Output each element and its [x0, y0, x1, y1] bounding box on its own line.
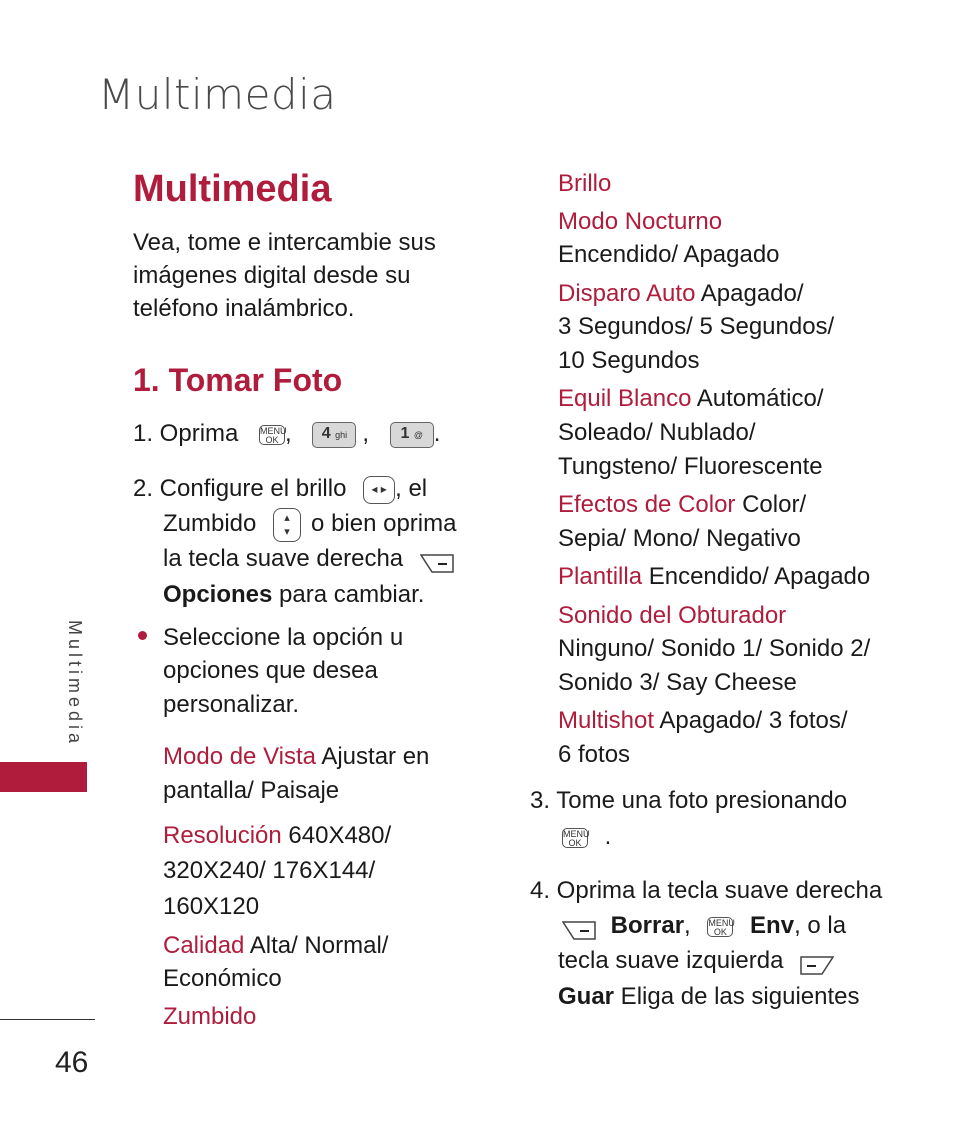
- option-value: 3 Segundos/ 5 Segundos/: [558, 313, 835, 340]
- option-zumbido: Zumbido: [163, 1003, 257, 1030]
- step-2-line-1: 2. Configure el brillo ◂ ▸ , el: [133, 475, 428, 502]
- option-value: 320X240/ 176X144/: [163, 857, 376, 884]
- section-title: Multimedia: [133, 168, 332, 210]
- step-2-line-3: la tecla suave derecha: [163, 542, 454, 575]
- bullet-line: personalizar.: [163, 691, 300, 718]
- left-soft-key-icon: [800, 951, 834, 973]
- right-soft-key-icon: [562, 916, 596, 938]
- intro-line: imágenes digital desde su: [133, 262, 411, 289]
- bullet-line: opciones que desea: [163, 657, 378, 684]
- option-value: 6 fotos: [558, 741, 631, 768]
- step-4-line-1: 4. Oprima la tecla suave derecha: [530, 877, 883, 904]
- option-value: Encendido/ Apagado: [558, 241, 780, 268]
- page-header-title: Multimedia: [98, 70, 337, 119]
- option-brillo: Brillo: [558, 170, 612, 197]
- option-resolucion: Resolución 640X480/: [163, 822, 392, 849]
- option-efectos-de-color: Efectos de Color Color/: [558, 491, 807, 518]
- intro-paragraph: [133, 226, 453, 325]
- step-1: 1. Oprima MENU OK , 4 ghi , 1 @ .: [133, 420, 441, 447]
- right-soft-key-icon: [420, 549, 454, 571]
- step-2-line-4: Opciones para cambiar.: [163, 581, 425, 608]
- menu-ok-key-icon: MENU OK: [260, 425, 287, 445]
- intro-line: Vea, tome e intercambie sus: [133, 229, 436, 256]
- sidebar-section-label: Multimedia: [65, 620, 85, 748]
- step-4-line-3: tecla suave izquierda: [558, 944, 834, 977]
- option-value: Ninguno/ Sonido 1/ Sonido 2/: [558, 635, 871, 662]
- option-value: Sonido 3/ Say Cheese: [558, 669, 797, 696]
- bullet-dot: [138, 631, 147, 640]
- bullet-line: Seleccione la opción u: [163, 624, 404, 651]
- menu-ok-key-icon: MENU OK: [563, 828, 590, 848]
- step-3-line-2: MENU OK .: [563, 823, 612, 850]
- intro-line: teléfono inalámbrico.: [133, 295, 355, 322]
- option-equil-blanco: Equil Blanco Automático/: [558, 385, 824, 412]
- option-multishot: Multishot Apagado/ 3 fotos/: [558, 707, 848, 734]
- option-value: Soleado/ Nublado/: [558, 419, 756, 446]
- option-modo-de-vista: Modo de Vista Ajustar en: [163, 743, 430, 770]
- option-value: pantalla/ Paisaje: [163, 777, 340, 804]
- sidebar-tab-marker: [0, 762, 87, 792]
- option-value: Tungsteno/ Fluorescente: [558, 453, 823, 480]
- key-4-icon: 4 ghi: [312, 422, 356, 448]
- step-4-line-4: Guar Eliga de las siguientes: [558, 983, 860, 1010]
- footer-rule: [0, 1019, 95, 1020]
- option-sonido-del-obturador: Sonido del Obturador: [558, 602, 787, 629]
- option-modo-nocturno: Modo Nocturno: [558, 208, 723, 235]
- nav-up-down-key-icon: ▴ ▾: [273, 508, 301, 542]
- option-value: Económico: [163, 965, 282, 992]
- option-value: Sepia/ Mono/ Negativo: [558, 525, 801, 552]
- step-2-line-2: Zumbido ▴ ▾ o bien oprima: [163, 507, 456, 542]
- option-value: 10 Segundos: [558, 347, 700, 374]
- option-calidad: Calidad Alta/ Normal/: [163, 932, 389, 959]
- step-3-line-1: 3. Tome una foto presionando: [530, 787, 848, 814]
- page-number: 46: [55, 1046, 89, 1079]
- option-disparo-auto: Disparo Auto Apagado/: [558, 280, 804, 307]
- option-plantilla: Plantilla Encendido/ Apagado: [558, 563, 871, 590]
- nav-left-right-key-icon: ◂ ▸: [363, 476, 395, 504]
- key-1-icon: 1 @: [390, 422, 434, 448]
- subsection-title: 1. Tomar Foto: [133, 362, 343, 398]
- step-4-line-2: Borrar, MENU OK Env, o la: [562, 909, 846, 942]
- option-value: 160X120: [163, 893, 260, 920]
- menu-ok-key-icon: MENU OK: [708, 917, 735, 937]
